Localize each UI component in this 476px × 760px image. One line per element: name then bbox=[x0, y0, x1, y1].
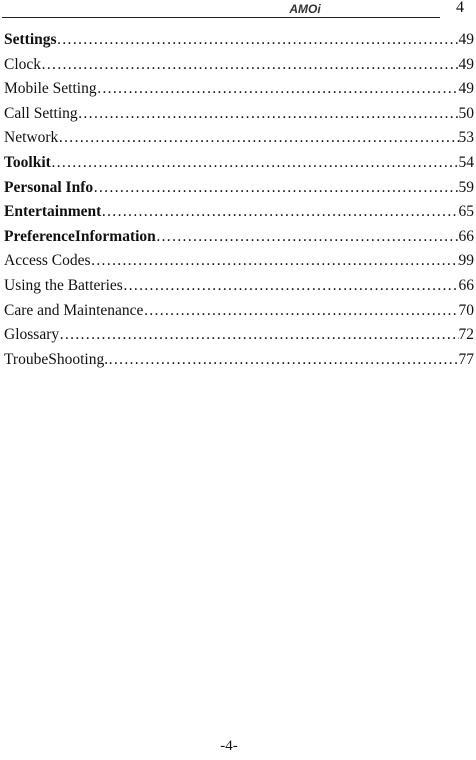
toc-dot-leader bbox=[58, 126, 458, 151]
page-footer bbox=[0, 736, 476, 756]
toc-dot-leader bbox=[41, 53, 458, 78]
toc-entry-page: 53 bbox=[458, 129, 474, 147]
toc-entry-page: 70 bbox=[458, 301, 474, 319]
footer-page-number: -4- bbox=[220, 738, 238, 754]
toc-entry-page: 49 bbox=[458, 80, 474, 98]
toc-entry[interactable] bbox=[4, 102, 474, 127]
toc-entry-page: 59 bbox=[458, 178, 474, 196]
toc-entry-title: Call Setting bbox=[4, 104, 78, 122]
toc-entry[interactable] bbox=[4, 274, 474, 299]
toc-entry-title: Using the Batteries bbox=[4, 276, 123, 294]
toc-entry[interactable] bbox=[4, 77, 474, 102]
toc-entry[interactable] bbox=[4, 28, 474, 53]
toc-entry[interactable] bbox=[4, 126, 474, 151]
toc-entry-title: Mobile Setting bbox=[4, 80, 97, 98]
toc-dot-leader bbox=[123, 274, 459, 299]
toc-entry[interactable] bbox=[4, 225, 474, 250]
toc-entry[interactable] bbox=[4, 299, 474, 324]
toc-entry-page: 50 bbox=[458, 104, 474, 122]
toc-dot-leader bbox=[51, 151, 459, 176]
toc-entry-title: Glossary bbox=[4, 326, 60, 344]
toc-entry[interactable] bbox=[4, 323, 474, 348]
toc-entry-page: 72 bbox=[458, 326, 474, 344]
toc-dot-leader bbox=[101, 200, 458, 225]
toc-dot-leader bbox=[59, 323, 458, 348]
toc-entry-title: Entertainment bbox=[4, 203, 102, 221]
toc-entry-title: Settings bbox=[4, 31, 57, 48]
toc-dot-leader bbox=[91, 249, 459, 274]
toc-dot-leader bbox=[108, 348, 458, 373]
toc-entry-page: 65 bbox=[458, 203, 474, 221]
toc-entry-title: Toolkit bbox=[4, 153, 51, 171]
toc-entry[interactable] bbox=[4, 249, 474, 274]
toc-entry[interactable] bbox=[4, 348, 474, 373]
toc-entry-page: 54 bbox=[458, 153, 474, 171]
toc-entry[interactable] bbox=[4, 200, 474, 225]
toc-dot-leader bbox=[57, 28, 459, 53]
toc-entry-title: PreferenceInformation bbox=[4, 227, 156, 245]
header-rule bbox=[2, 17, 440, 18]
toc-entry-title: Access Codes bbox=[4, 252, 91, 270]
toc-entry-title: Clock bbox=[4, 55, 42, 73]
toc-entry-page: 77 bbox=[458, 350, 474, 368]
svg-text:AMOi: AMOi bbox=[289, 2, 321, 15]
toc-entry[interactable] bbox=[4, 151, 474, 176]
toc-entry-page: 66 bbox=[458, 276, 474, 294]
toc-entry-page: 49 bbox=[458, 55, 474, 73]
toc-entry-title: Care and Maintenance bbox=[4, 301, 144, 319]
toc-dot-leader bbox=[97, 77, 459, 102]
toc-entry[interactable] bbox=[4, 53, 474, 78]
toc-dot-leader bbox=[156, 225, 459, 250]
toc-entry-page: 49 bbox=[458, 31, 474, 48]
toc-dot-leader bbox=[78, 102, 459, 127]
header-page-number: 4 bbox=[456, 0, 464, 16]
table-of-contents bbox=[4, 28, 474, 372]
toc-entry-title: Personal Info bbox=[4, 178, 94, 196]
toc-entry-title: Network bbox=[4, 129, 59, 147]
page-header bbox=[0, 0, 476, 22]
toc-dot-leader bbox=[93, 176, 458, 201]
amoi-logo bbox=[276, 2, 334, 15]
toc-entry-title: TroubeShooting. bbox=[4, 350, 109, 368]
toc-entry-page: 99 bbox=[458, 252, 474, 270]
toc-entry[interactable] bbox=[4, 176, 474, 201]
toc-dot-leader bbox=[143, 299, 458, 324]
toc-entry-page: 66 bbox=[458, 227, 474, 245]
